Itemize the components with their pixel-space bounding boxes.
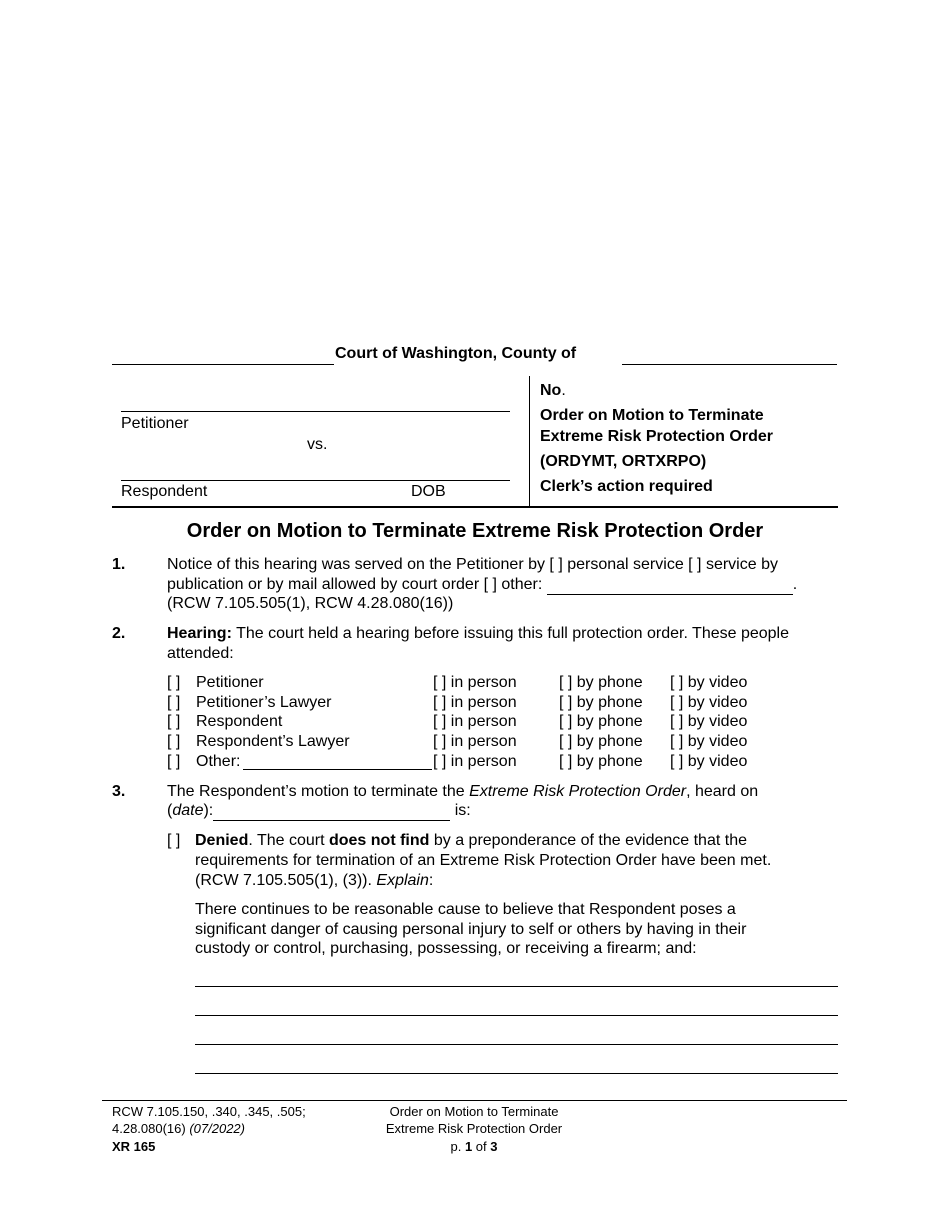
by-phone-option[interactable]: [ ] by phone xyxy=(559,674,643,691)
section-3-line2: (date): is: xyxy=(167,802,471,819)
in-person-option[interactable]: [ ] in person xyxy=(433,753,517,770)
caption-divider xyxy=(529,376,530,506)
in-person-option[interactable]: [ ] in person xyxy=(433,713,517,730)
other-service-field[interactable] xyxy=(547,576,793,595)
attendee-checkbox[interactable]: [ ] xyxy=(167,753,181,770)
county-blank xyxy=(622,364,837,365)
denied-line1: Denied. The court does not find by a preponderance of the evidence that the xyxy=(195,832,747,849)
clerk-action-label: Clerk’s action required xyxy=(540,478,713,495)
order-title-line2: Extreme Risk Protection Order xyxy=(540,428,773,445)
section-1-number: 1. xyxy=(112,556,126,573)
explain-line[interactable] xyxy=(195,986,838,987)
attendee-checkbox[interactable]: [ ] xyxy=(167,713,181,730)
footer-title-line1: Order on Motion to Terminate xyxy=(389,1104,559,1119)
by-phone-option[interactable]: [ ] by phone xyxy=(559,733,643,750)
in-person-option[interactable]: [ ] in person xyxy=(433,733,517,750)
footer-page-number: p. 1 of 3 xyxy=(450,1139,498,1154)
attendee-checkbox[interactable]: [ ] xyxy=(167,694,181,711)
cause-line1: There continues to be reasonable cause to believe that Respondent poses a xyxy=(195,901,736,918)
dob-label: DOB xyxy=(411,483,446,500)
by-phone-option[interactable]: [ ] by phone xyxy=(559,694,643,711)
order-title-line1: Order on Motion to Terminate xyxy=(540,407,764,424)
order-code: (ORDYMT, ORTXRPO) xyxy=(540,453,707,470)
by-video-option[interactable]: [ ] by video xyxy=(670,713,748,730)
footer-rcw-line1: RCW 7.105.150, .340, .345, .505; xyxy=(112,1104,306,1119)
cause-line2: significant danger of causing personal injury to self or others by having in their xyxy=(195,921,747,938)
footer-title-line2: Extreme Risk Protection Order xyxy=(385,1121,563,1136)
cause-line3: custody or control, purchasing, possessing, or receiving a firearm; and: xyxy=(195,940,697,957)
by-video-option[interactable]: [ ] by video xyxy=(670,694,748,711)
attendee-label: Respondent xyxy=(196,713,283,730)
respondent-blank xyxy=(121,480,510,481)
explain-line[interactable] xyxy=(195,1044,838,1045)
denied-line2: requirements for termination of an Extreme Risk Protection Order have been met. xyxy=(195,852,772,869)
in-person-option[interactable]: [ ] in person xyxy=(433,694,517,711)
by-phone-option[interactable]: [ ] by phone xyxy=(559,753,643,770)
explain-line[interactable] xyxy=(195,1073,838,1074)
footer-rule xyxy=(102,1100,847,1101)
section-2-line2: attended: xyxy=(167,645,234,662)
section-2-line1: Hearing: The court held a hearing before issuing this full protection order. These people xyxy=(167,625,789,642)
document-heading: Order on Motion to Terminate Extreme Risk Protection Order xyxy=(186,520,764,542)
by-video-option[interactable]: [ ] by video xyxy=(670,753,748,770)
vs-label: vs. xyxy=(307,436,328,453)
denied-line3: (RCW 7.105.505(1), (3)). Explain: xyxy=(195,872,434,889)
attendee-label: Petitioner xyxy=(196,674,264,691)
by-video-option[interactable]: [ ] by video xyxy=(670,674,748,691)
section-1-line3: (RCW 7.105.505(1), RCW 4.28.080(16)) xyxy=(167,595,454,612)
explain-line[interactable] xyxy=(195,1015,838,1016)
section-3-number: 3. xyxy=(112,783,126,800)
court-name-blank xyxy=(112,364,334,365)
section-2-number: 2. xyxy=(112,625,126,642)
section-1-line1: Notice of this hearing was served on the Petitioner by [ ] personal service [ ] service by xyxy=(167,556,778,573)
attendee-label: Petitioner’s Lawyer xyxy=(196,694,332,711)
other-attendee-field[interactable] xyxy=(243,769,432,770)
footer-form-number: XR 165 xyxy=(112,1139,156,1154)
attendee-checkbox[interactable]: [ ] xyxy=(167,674,181,691)
by-phone-option[interactable]: [ ] by phone xyxy=(559,713,643,730)
section-3-line1: The Respondent’s motion to terminate the Extreme Risk Protection Order, heard on xyxy=(167,783,759,800)
petitioner-blank xyxy=(121,411,510,412)
attendee-label: Other: xyxy=(196,753,241,770)
caption-bottom-rule xyxy=(112,506,838,508)
attendee-checkbox[interactable]: [ ] xyxy=(167,733,181,750)
hearing-date-field[interactable] xyxy=(213,802,450,821)
respondent-label: Respondent xyxy=(121,483,208,500)
by-video-option[interactable]: [ ] by video xyxy=(670,733,748,750)
footer-rcw-line2: 4.28.080(16) (07/2022) xyxy=(112,1121,245,1136)
denied-checkbox[interactable]: [ ] xyxy=(167,832,181,849)
section-1-line2: publication or by mail allowed by court order [ ] other: . xyxy=(167,576,798,593)
court-title: Court of Washington, County of xyxy=(335,345,577,362)
attendee-label: Respondent’s Lawyer xyxy=(196,733,350,750)
petitioner-label: Petitioner xyxy=(121,415,189,432)
case-number: No. xyxy=(540,382,566,399)
in-person-option[interactable]: [ ] in person xyxy=(433,674,517,691)
